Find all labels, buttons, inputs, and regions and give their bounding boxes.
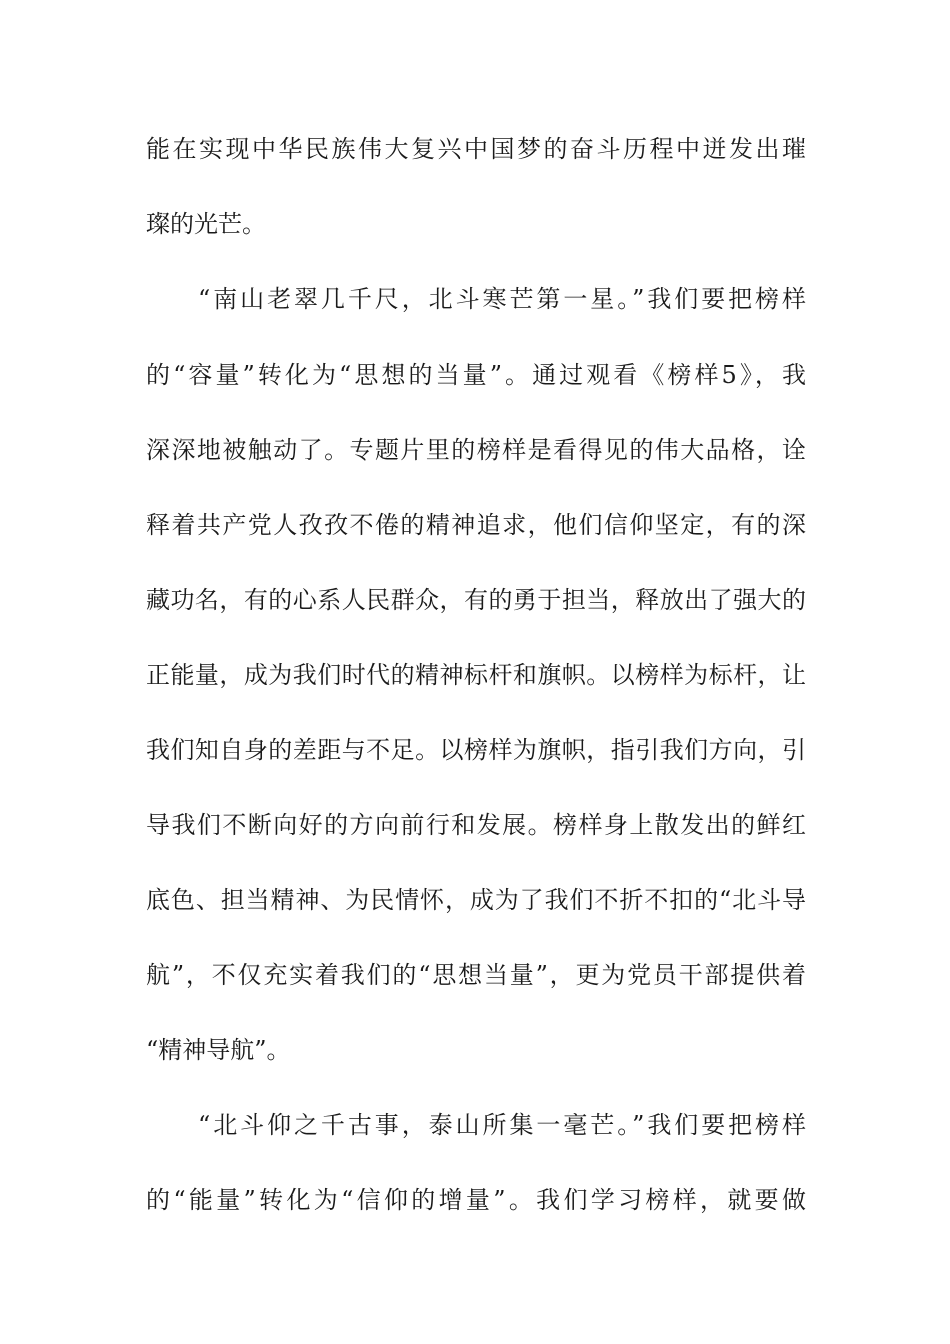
text-line: 释着共产党人孜孜不倦的精神追求，他们信仰坚定，有的深 — [146, 511, 806, 539]
text-line: 正能量，成为我们时代的精神标杆和旗帜。以榜样为标杆，让 — [146, 661, 806, 689]
text-line: “精神导航”。 — [146, 1036, 291, 1064]
text-line: 我们知自身的差距与不足。以榜样为旗帜，指引我们方向，引 — [146, 736, 806, 764]
paragraph-start-line: “南山老翠几千尺，北斗寒芒第一星。”我们要把榜样 — [198, 285, 806, 313]
paragraph-start-line: “北斗仰之千古事，泰山所集一毫芒。”我们要把榜样 — [198, 1111, 806, 1139]
text-line: 的“能量”转化为“信仰的增量”。我们学习榜样，就要做 — [146, 1186, 806, 1214]
text-line: 能在实现中华民族伟大复兴中国梦的奋斗历程中迸发出璀 — [146, 135, 806, 163]
text-line: 导我们不断向好的方向前行和发展。榜样身上散发出的鲜红 — [146, 811, 806, 839]
text-line: 藏功名，有的心系人民群众，有的勇于担当，释放出了强大的 — [146, 586, 806, 614]
text-line: 深深地被触动了。专题片里的榜样是看得见的伟大品格，诠 — [146, 436, 806, 464]
text-line: 底色、担当精神、为民情怀，成为了我们不折不扣的“北斗导 — [146, 886, 806, 914]
text-line: 璨的光芒。 — [146, 210, 266, 238]
text-line: 的“容量”转化为“思想的当量”。通过观看《榜样5》，我 — [146, 361, 806, 389]
text-line: 航”，不仅充实着我们的“思想当量”，更为党员干部提供着 — [146, 961, 806, 989]
